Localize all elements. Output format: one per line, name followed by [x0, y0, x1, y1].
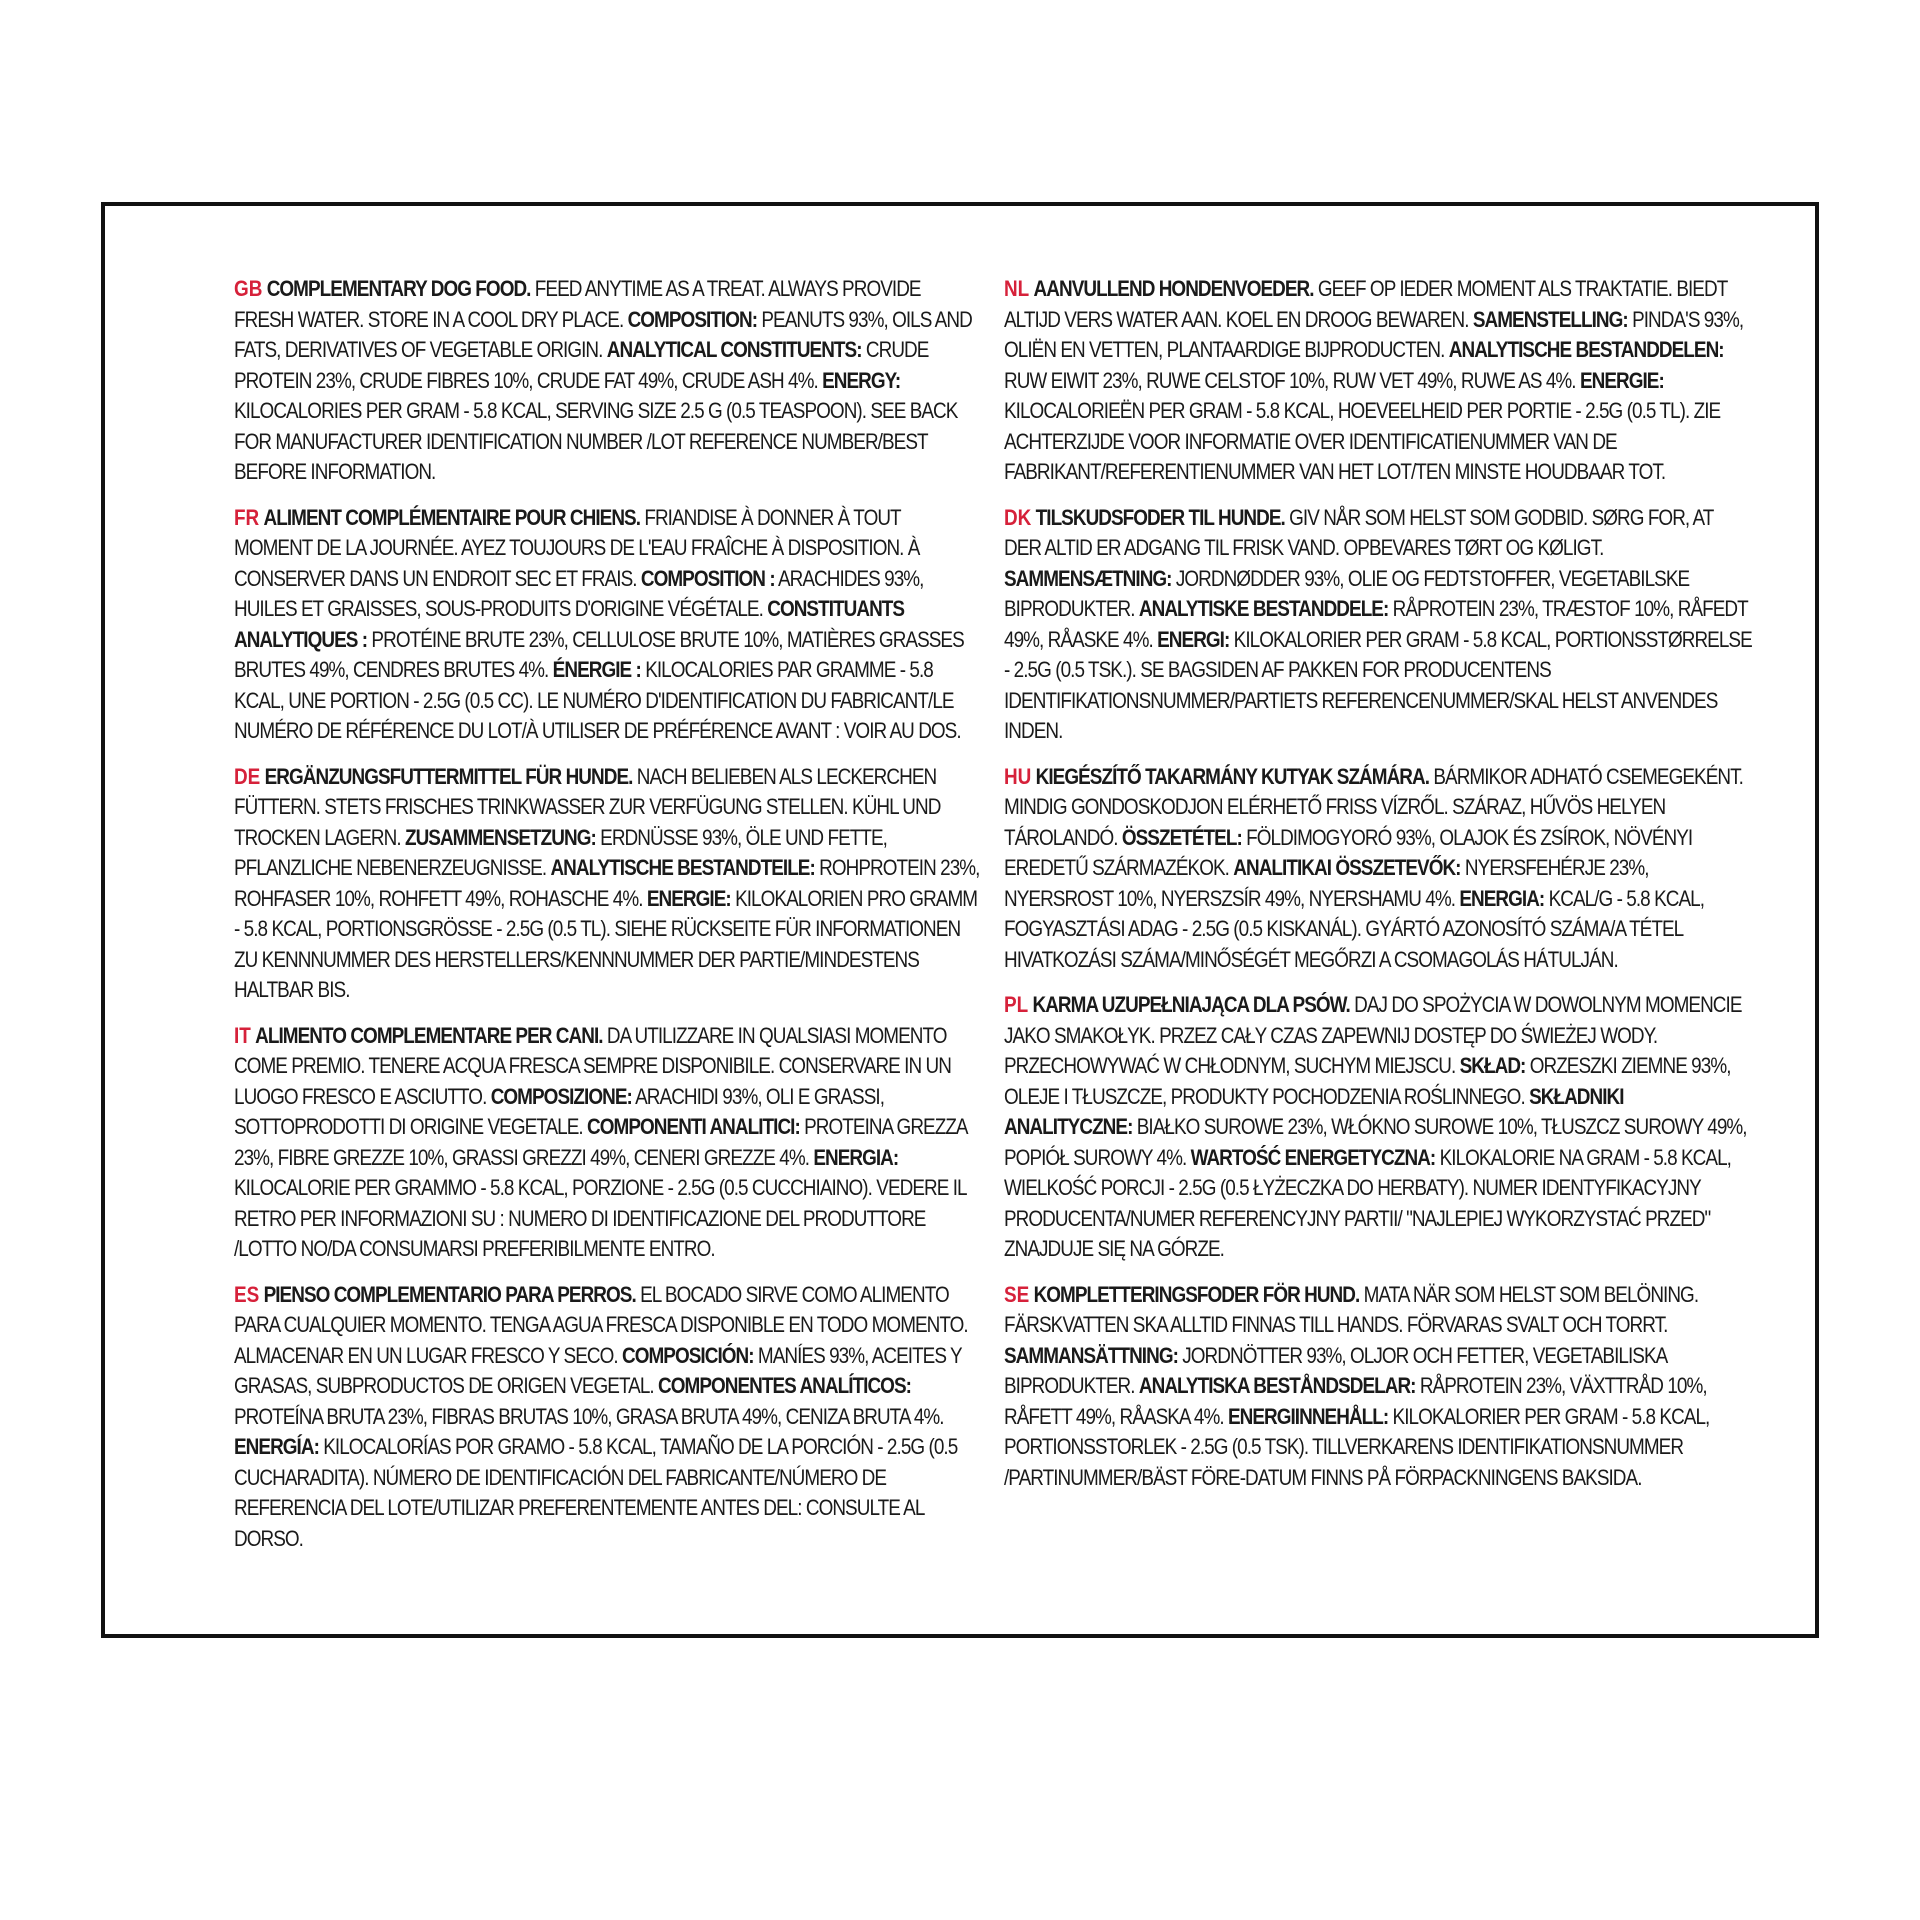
section-text: DAJ DO SPOŻYCIA W DOWOLNYM MOMENCIE JAKO SMAKOŁYK. PRZEZ CAŁY CZAS ZAPEWNIJ DOSTĘP DO ŚWIEŻEJ WODY. PRZECHOWYWAĆ W CHŁODNYM, SUCHYM MIEJSCU. — [1004, 992, 1742, 1078]
section-text: RÅPROTEIN 23%, TRÆSTOF 10%, RÅFEDT 49%, RÅASKE 4%. — [1004, 596, 1748, 652]
language-code: PL — [1004, 992, 1029, 1017]
section-text: FRIANDISE À DONNER À TOUT MOMENT DE LA JOURNÉE. AYEZ TOUJOURS DE L'EAU FRAÎCHE À DISPOSITION. À CONSERVER DANS UN ENDROIT SEC ET FRAIS. — [234, 504, 920, 591]
section-heading: ANALYTISKA BESTÅNDSDELAR: — [1138, 1373, 1416, 1398]
section-heading: ALIMENTO COMPLEMENTARE PER CANI. — [255, 1022, 603, 1048]
section-text: KILOKALORIEN PRO GRAMM - 5.8 KCAL, PORTIONSGRÖSSE - 2.5G (0.5 TL). SIEHE RÜCKSEITE FÜR INFORMATIONEN ZU KENNNUMMER DES HERSTELLERS/KENNNUMMER DER PARTIE/MINDESTENS HALTBAR BIS. — [234, 885, 978, 1002]
section-text: KILOKALORIER PER GRAM - 5.8 KCAL, PORTIONSSTORLEK - 2.5G (0.5 TSK). TILLVERKARENS IDENTIFIKATIONSNUMMER /PARTINUMMER/BÄST FÖRE-DATUM FINNS PÅ FÖRPACKNINGENS BAKSIDA. — [1004, 1403, 1710, 1490]
language-code: DE — [234, 763, 261, 789]
language-block-fr — [234, 503, 982, 747]
section-heading: ÖSSZETÉTEL: — [1121, 824, 1242, 850]
section-heading: COMPONENTI ANALITICI: — [587, 1114, 800, 1139]
language-code: SE — [1004, 1281, 1030, 1307]
section-text: PEANUTS 93%, OILS AND FATS, DERIVATIVES OF VEGETABLE ORIGIN. — [234, 306, 972, 362]
section-text: ROHPROTEIN 23%, ROHFASER 10%, ROHFETT 49%, ROHASCHE 4%. — [234, 855, 980, 911]
section-heading: KOMPLETTERINGSFODER FÖR HUND. — [1033, 1281, 1360, 1307]
section-text: RUW EIWIT 23%, RUWE CELSTOF 10%, RUW VET 49%, RUWE AS 4%. — [1004, 367, 1580, 393]
language-code: DK — [1004, 504, 1032, 530]
section-heading: ENERGY: — [822, 367, 901, 393]
section-text: ARACHIDI 93%, OLI E GRASSI, SOTTOPRODOTTI DI ORIGINE VEGETALE. — [234, 1083, 885, 1139]
section-text: BIAŁKO SUROWE 23%, WŁÓKNO SUROWE 10%, TŁUSZCZ SUROWY 49%, POPIÓŁ SUROWY 4%. — [1004, 1114, 1747, 1170]
section-text: KILOCALORIES PER GRAM - 5.8 KCAL, SERVING SIZE 2.5 G (0.5 TEASPOON). SEE BACK FOR MANUFACTURER IDENTIFICATION NUMBER /LOT REFERENCE NUMBER/BEST BEFORE INFORMATION. — [234, 398, 958, 484]
section-text: FÖLDIMOGYORÓ 93%, OLAJOK ÉS ZSÍROK, NÖVÉNYI EREDETŰ SZÁRMAZÉKOK. — [1004, 824, 1693, 880]
section-heading: ERGÄNZUNGSFUTTERMITTEL FÜR HUNDE. — [264, 763, 633, 789]
section-text: MANÍES 93%, ACEITES Y GRASAS, SUBPRODUCTOS DE ORIGEN VEGETAL. — [234, 1342, 962, 1398]
section-heading: CONSTITUANTS ANALYTIQUES : — [234, 596, 905, 652]
section-heading: COMPLEMENTARY DOG FOOD. — [266, 276, 531, 301]
language-block-se — [1004, 1280, 1752, 1494]
section-text: GEEF OP IEDER MOMENT ALS TRAKTATIE. BIEDT ALTIJD VERS WATER AAN. KOEL EN DROOG BEWAREN. — [1004, 276, 1727, 332]
language-code: FR — [234, 504, 260, 530]
section-heading: ENERGÍA: — [234, 1434, 319, 1459]
section-heading: TILSKUDSFODER TIL HUNDE. — [1035, 504, 1285, 530]
section-heading: SKŁADNIKI ANALITYCZNE: — [1004, 1083, 1624, 1139]
section-heading: ENERGIE: — [1579, 367, 1664, 393]
section-text: PROTEINA GREZZA 23%, FIBRE GREZZE 10%, GRASSI GREZZI 49%, CENERI GREZZE 4%. — [234, 1114, 967, 1170]
section-text: FEED ANYTIME AS A TREAT. ALWAYS PROVIDE FRESH WATER. STORE IN A COOL DRY PLACE. — [234, 276, 921, 332]
section-heading: ZUSAMMENSETZUNG: — [404, 824, 596, 850]
right-column — [1004, 274, 1752, 1508]
section-text: KCAL/G - 5.8 KCAL, FOGYASZTÁSI ADAG - 2.5G (0.5 KISKANÁL). GYÁRTÓ AZONOSÍTÓ SZÁMA/A TÉTEL HIVATKOZÁSI SZÁMA/MINŐSÉGÉT MEGŐRZI A CSOMAGOLÁS HÁTULJÁN. — [1004, 885, 1705, 972]
language-code: HU — [1004, 763, 1032, 789]
section-text: RÅPROTEIN 23%, VÄXTTRÅD 10%, RÅFETT 49%, RÅASKA 4%. — [1004, 1373, 1707, 1429]
section-heading: ENERGIA: — [1459, 885, 1545, 911]
section-text: KILOCALORIES PAR GRAMME - 5.8 KCAL, UNE PORTION - 2.5G (0.5 CC). LE NUMÉRO D'IDENTIFICATION DU FABRICANT/LE NUMÉRO DE RÉFÉRENCE DU LOT/À UTILISER DE PRÉFÉRENCE AVANT : VOIR AU DOS. — [234, 657, 961, 743]
section-heading: COMPOSICIÓN: — [621, 1342, 754, 1368]
language-code: NL — [1004, 276, 1030, 301]
section-text: BÁRMIKOR ADHATÓ CSEMEGEKÉNT. MINDIG GONDOSKODJON ELÉRHETŐ FRISS VÍZRŐL. SZÁRAZ, HŰVÖS HELYEN TÁROLANDÓ. — [1004, 763, 1743, 850]
section-text: ERDNÜSSE 93%, ÖLE UND FETTE, PFLANZLICHE NEBENERZEUGNISSE. — [234, 824, 887, 880]
language-block-de — [234, 762, 982, 1006]
section-heading: ANALYTISKE BESTANDDELE: — [1138, 596, 1389, 621]
section-heading: ENERGI: — [1157, 626, 1230, 652]
section-heading: ANALYTICAL CONSTITUENTS: — [606, 337, 862, 362]
section-heading: KARMA UZUPEŁNIAJĄCA DLA PSÓW. — [1032, 992, 1350, 1017]
section-text: GIV NÅR SOM HELST SOM GODBID. SØRG FOR, AT DER ALTID ER ADGANG TIL FRISK VAND. OPBEVARES TØRT OG KØLIGT. — [1004, 504, 1714, 560]
language-code: GB — [234, 276, 263, 301]
section-heading: SAMMANSÄTTNING: — [1004, 1342, 1178, 1368]
section-heading: COMPOSIZIONE: — [490, 1083, 632, 1109]
language-block-dk — [1004, 503, 1752, 747]
section-heading: ANALYTISCHE BESTANDDELEN: — [1448, 337, 1724, 362]
language-block-gb — [234, 274, 982, 488]
section-heading: ANALYTISCHE BESTANDTEILE: — [550, 855, 815, 880]
section-text: PROTÉINE BRUTE 23%, CELLULOSE BRUTE 10%, MATIÈRES GRASSES BRUTES 49%, CENDRES BRUTES 4%. — [234, 626, 964, 682]
section-heading: SKŁAD: — [1459, 1053, 1526, 1078]
section-heading: COMPOSITION : — [640, 565, 775, 591]
section-heading: ALIMENT COMPLÉMENTAIRE POUR CHIENS. — [263, 504, 641, 530]
section-text: PINDA'S 93%, OLIËN EN VETTEN, PLANTAARDIGE BIJPRODUCTEN. — [1004, 306, 1744, 362]
section-heading: SAMMENSÆTNING: — [1004, 565, 1172, 591]
label-frame — [101, 202, 1819, 1638]
section-text: PROTEÍNA BRUTA 23%, FIBRAS BRUTAS 10%, GRASA BRUTA 49%, CENIZA BRUTA 4%. — [234, 1403, 944, 1429]
language-code: ES — [234, 1281, 260, 1307]
language-block-pl — [1004, 990, 1752, 1265]
section-text: KILOCALORIE PER GRAMMO - 5.8 KCAL, PORZIONE - 2.5G (0.5 CUCCHIAINO). VEDERE IL RETRO PER INFORMAZIONI SU : NUMERO DI IDENTIFICAZIONE DEL PRODUTTORE /LOTTO NO/DA CONSUMARSI PREFERIBILMENTE ENTRO. — [234, 1175, 966, 1261]
section-text: ARACHIDES 93%, HUILES ET GRAISSES, SOUS-PRODUITS D'ORIGINE VÉGÉTALE. — [234, 565, 924, 621]
section-text: JORDNØDDER 93%, OLIE OG FEDTSTOFFER, VEGETABILSKE BIPRODUKTER. — [1004, 565, 1690, 621]
language-block-nl — [1004, 274, 1752, 488]
section-heading: AANVULLEND HONDENVOEDER. — [1033, 276, 1314, 301]
section-heading: COMPOSITION: — [627, 306, 758, 332]
section-text: KILOCALORÍAS POR GRAMO - 5.8 KCAL, TAMAÑO DE LA PORCIÓN - 2.5G (0.5 CUCHARADITA). NÚMERO DE IDENTIFICACIÓN DEL FABRICANTE/NÚMERO DE REFERENCIA DEL LOTE/UTILIZAR PREFERENTEMENTE ANTES DEL: CONSULTE AL DORSO. — [234, 1434, 958, 1551]
section-heading: ANALITIKAI ÖSSZETEVŐK: — [1233, 855, 1461, 880]
section-text: NYERSFEHÉRJE 23%, NYERSROST 10%, NYERSZSÍR 49%, NYERSHAMU 4%. — [1004, 855, 1649, 911]
section-heading: COMPONENTES ANALÍTICOS: — [658, 1373, 911, 1398]
section-text: KILOKALORIER PER GRAM - 5.8 KCAL, PORTIONSSTØRRELSE - 2.5G (0.5 TSK.). SE BAGSIDEN AF PAKKEN FOR PRODUCENTENS IDENTIFIKATIONSNUMMER/PARTIETS REFERENCENUMMER/SKAL HELST ANVENDES INDEN. — [1004, 626, 1752, 743]
left-column — [234, 274, 982, 1569]
section-heading: KIEGÉSZÍTŐ TAKARMÁNY KUTYAK SZÁMÁRA. — [1035, 763, 1430, 789]
section-text: MATA NÄR SOM HELST SOM BELÖNING. FÄRSKVATTEN SKA ALLTID FINNAS TILL HANDS. FÖRVARAS SVALT OCH TORRT. — [1004, 1281, 1699, 1337]
section-text: JORDNÖTTER 93%, OLJOR OCH FETTER, VEGETABILISKA BIPRODUKTER. — [1004, 1342, 1667, 1398]
section-heading: SAMENSTELLING: — [1472, 306, 1628, 332]
section-heading: ENERGIINNEHÅLL: — [1227, 1403, 1389, 1429]
section-text: ORZESZKI ZIEMNE 93%, OLEJE I TŁUSZCZE, PRODUKTY POCHODZENIA ROŚLINNEGO. — [1004, 1053, 1731, 1109]
section-text: DA UTILIZZARE IN QUALSIASI MOMENTO COME PREMIO. TENERE ACQUA FRESCA SEMPRE DISPONIBILE. CONSERVARE IN UN LUOGO FRESCO E ASCIUTTO. — [234, 1022, 951, 1109]
language-block-hu — [1004, 762, 1752, 976]
section-text: CRUDE PROTEIN 23%, CRUDE FIBRES 10%, CRUDE FAT 49%, CRUDE ASH 4%. — [234, 337, 929, 393]
section-text: KILOCALORIEËN PER GRAM - 5.8 KCAL, HOEVEELHEID PER PORTIE - 2.5G (0.5 TL). ZIE ACHTERZIJDE VOOR INFORMATIE OVER IDENTIFICATIENUMMER VAN DE FABRIKANT/REFERENTIENUMMER VAN HET LOT/TEN MINSTE HOUDBAAR TOT. — [1004, 398, 1721, 484]
section-heading: ENERGIA: — [813, 1144, 899, 1170]
section-text: NACH BELIEBEN ALS LECKERCHEN FÜTTERN. STETS FRISCHES TRINKWASSER ZUR VERFÜGUNG STELLEN. KÜHL UND TROCKEN LAGERN. — [234, 763, 941, 850]
section-heading: PIENSO COMPLEMENTARIO PARA PERROS. — [263, 1281, 636, 1307]
section-heading: ENERGIE: — [646, 885, 731, 911]
section-heading: WARTOŚĆ ENERGETYCZNA: — [1190, 1144, 1436, 1170]
section-text: EL BOCADO SIRVE COMO ALIMENTO PARA CUALQUIER MOMENTO. TENGA AGUA FRESCA DISPONIBLE EN TODO MOMENTO. ALMACENAR EN UN LUGAR FRESCO Y SECO. — [234, 1281, 968, 1368]
language-code: IT — [234, 1022, 251, 1048]
language-block-es — [234, 1280, 982, 1555]
language-block-it — [234, 1021, 982, 1265]
section-text: KILOKALORIE NA GRAM - 5.8 KCAL, WIELKOŚĆ PORCJI - 2.5G (0.5 ŁYŻECZKA DO HERBATY). NUMER IDENTYFIKACYJNY PRODUCENTA/NUMER REFERENCYJNY PARTII/ "NAJLEPIEJ WYKORZYSTAĆ PRZED" ZNAJDUJE SIĘ NA GÓRZE. — [1004, 1144, 1731, 1261]
section-heading: ÉNERGIE : — [552, 657, 641, 682]
